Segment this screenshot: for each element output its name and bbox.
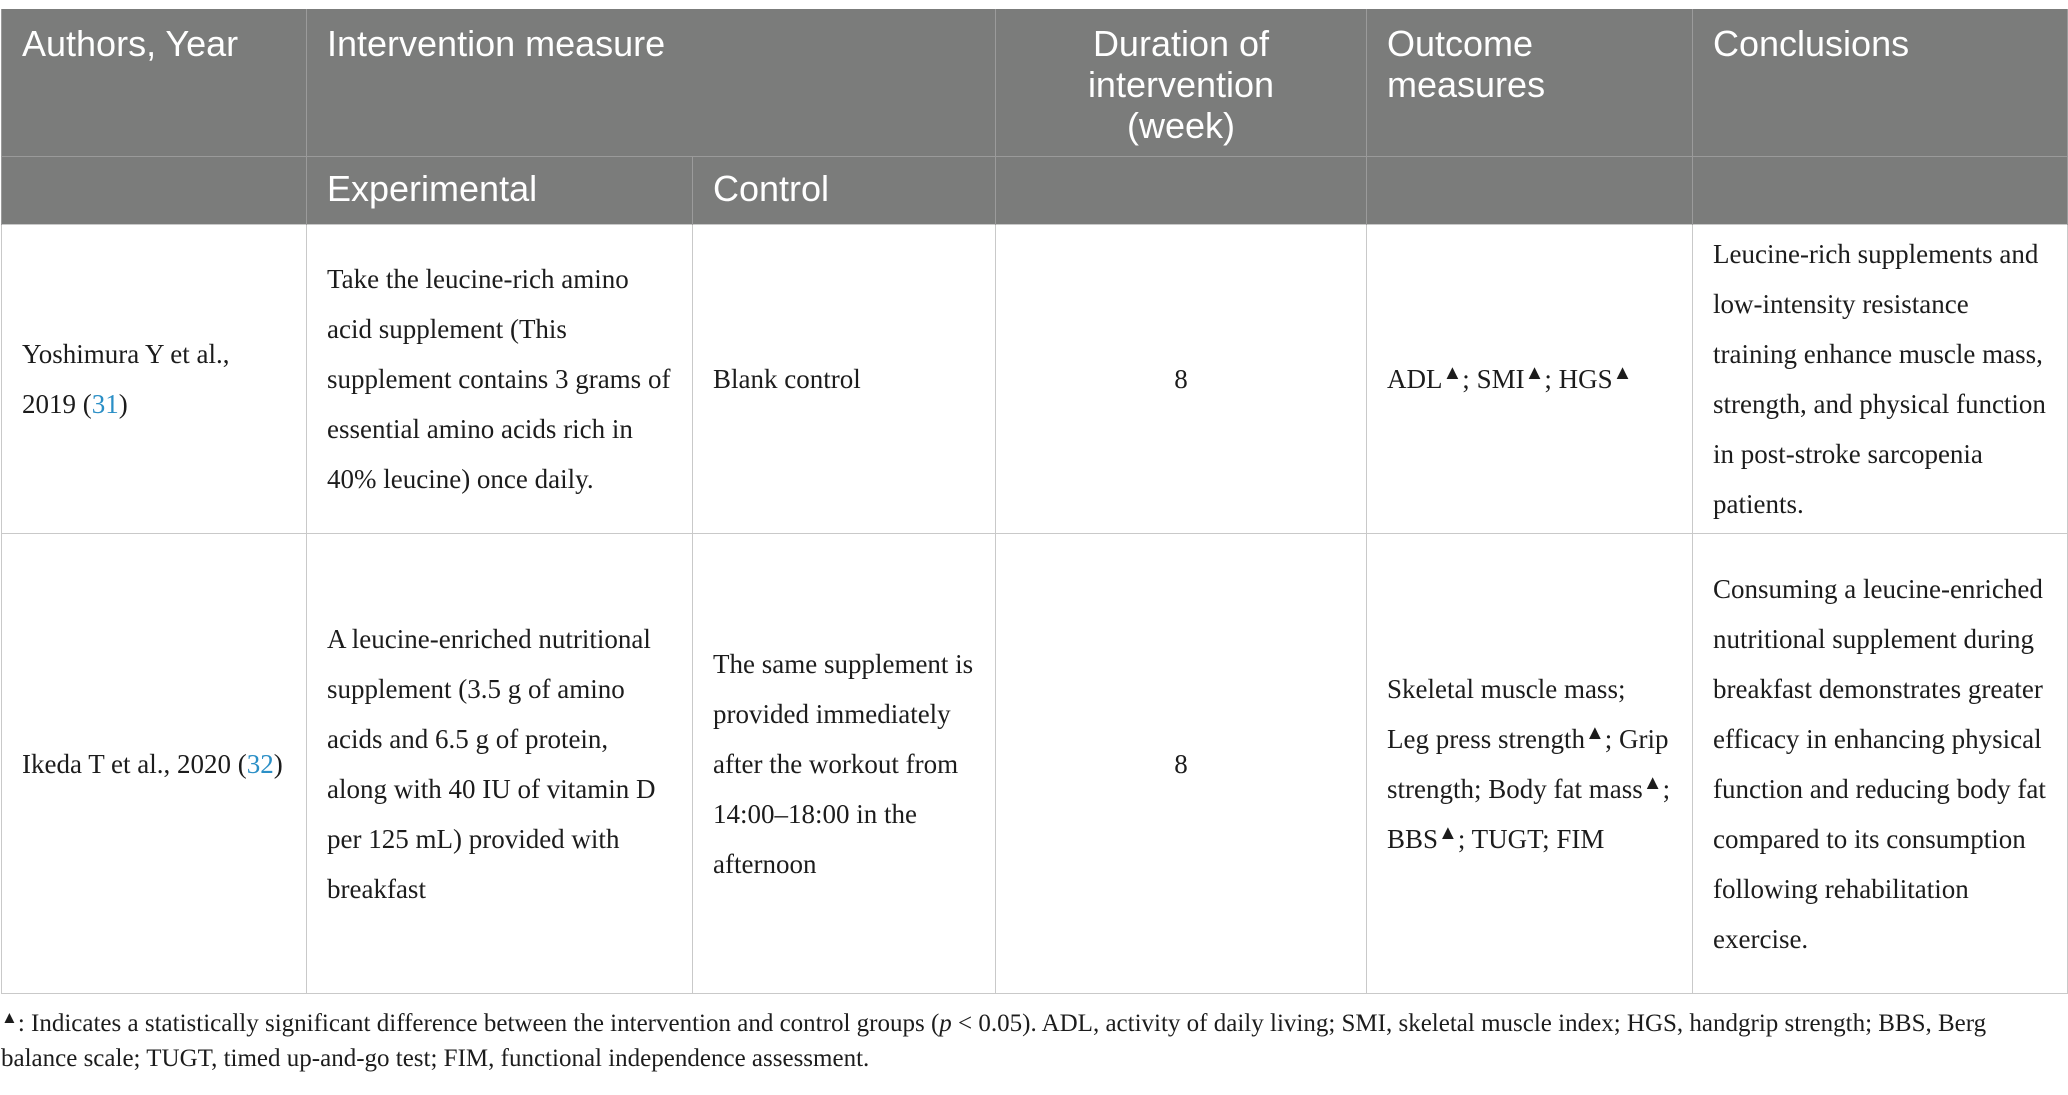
header-outcome-measures: Outcome measures: [1367, 9, 1693, 157]
subheader-empty: [996, 157, 1367, 225]
outcome-item: SMI: [1476, 364, 1525, 394]
outcome-item: TUGT: [1471, 823, 1543, 854]
author-text: Yoshimura Y et al., 2019 (: [22, 339, 230, 419]
outcome-item: ADL: [1387, 364, 1443, 394]
experimental-cell: Take the leucine-rich amino acid supplement (This supplement contains 3 grams of essential amino acids rich in 40% leucine) once daily.: [307, 225, 693, 534]
significance-triangle-icon: ▲: [1642, 771, 1663, 794]
subheader-empty: [1367, 157, 1693, 225]
subheader-empty: [1693, 157, 2068, 225]
subheader-empty: [2, 157, 307, 225]
outcomes-cell: ADL▲; SMI▲; HGS▲: [1367, 225, 1693, 534]
conclusion-cell: Leucine-rich supplements and low-intensity resistance training enhance muscle mass, strength, and physical function in post-stroke sarcopenia patients.: [1693, 225, 2068, 534]
duration-cell: 8: [996, 225, 1367, 534]
significance-triangle-icon: ▲: [1524, 362, 1545, 384]
citation-link[interactable]: 32: [246, 748, 274, 779]
table-row: [2, 534, 2068, 994]
control-cell: Blank control: [693, 225, 996, 534]
significance-triangle-icon: ▲: [1584, 721, 1605, 744]
header-row: [2, 9, 2068, 157]
significance-triangle-icon: ▲: [1442, 362, 1463, 384]
table-row: [2, 225, 2068, 534]
intervention-table: [1, 9, 2068, 994]
outcome-item: Leg press strength: [1387, 723, 1585, 754]
duration-cell: 8: [996, 534, 1367, 994]
author-cell: [2, 534, 307, 994]
control-cell: The same supplement is provided immediately after the workout from 14:00–18:00 in the afternoon: [693, 534, 996, 994]
footnote-text-end: < 0.05). ADL, activity of daily living; SMI, skeletal muscle index; HGS, handgrip strength; BBS, Berg balance scale; TUGT, timed up-and-go test; FIM, functional independence assessment.: [1, 1010, 1987, 1072]
outcome-item: Grip strength: [1387, 723, 1669, 804]
conclusion-cell: Consuming a leucine-enriched nutritional supplement during breakfast demonstrates greater efficacy in enhancing physical function and reducing body fat compared to its consumption following rehabilitation exercise.: [1693, 534, 2068, 994]
header-conclusions: Conclusions: [1693, 9, 2068, 157]
author-close: ): [273, 748, 283, 779]
outcome-item: Skeletal muscle mass: [1387, 673, 1618, 704]
author-cell: [2, 225, 307, 534]
header-authors-year: Authors, Year: [2, 9, 307, 157]
outcome-item: Body fat mass: [1488, 773, 1643, 804]
footnote-p-symbol: p: [939, 1010, 952, 1037]
subheader-control: Control: [693, 157, 996, 225]
significance-triangle-icon: ▲: [1438, 821, 1458, 844]
subheader-experimental: Experimental: [307, 157, 693, 225]
header-intervention-measure: Intervention measure: [307, 9, 996, 157]
outcome-item: FIM: [1556, 823, 1605, 854]
experimental-cell: A leucine-enriched nutritional supplement (3.5 g of amino acids and 6.5 g of protein, along with 40 IU of vitamin D per 125 mL) provided with breakfast: [307, 534, 693, 994]
citation-link[interactable]: 31: [91, 389, 119, 419]
outcome-item: HGS: [1558, 364, 1613, 394]
header-duration: Duration of intervention (week): [996, 9, 1367, 157]
significance-triangle-icon: ▲: [1612, 362, 1633, 384]
author-close: ): [118, 389, 128, 419]
footnote-text: : Indicates a statistically significant difference between the intervention and control groups (: [17, 1010, 940, 1037]
significance-triangle-icon: ▲: [1, 1008, 18, 1027]
author-text: Ikeda T et al., 2020 (: [22, 748, 247, 779]
table-footnote: [1, 1006, 2051, 1076]
subheader-row: [2, 157, 2068, 225]
outcomes-cell: Skeletal muscle mass; Leg press strength▲; Grip strength; Body fat mass▲; BBS▲; TUGT; FIM: [1367, 534, 1693, 994]
outcome-item: BBS: [1387, 823, 1439, 854]
